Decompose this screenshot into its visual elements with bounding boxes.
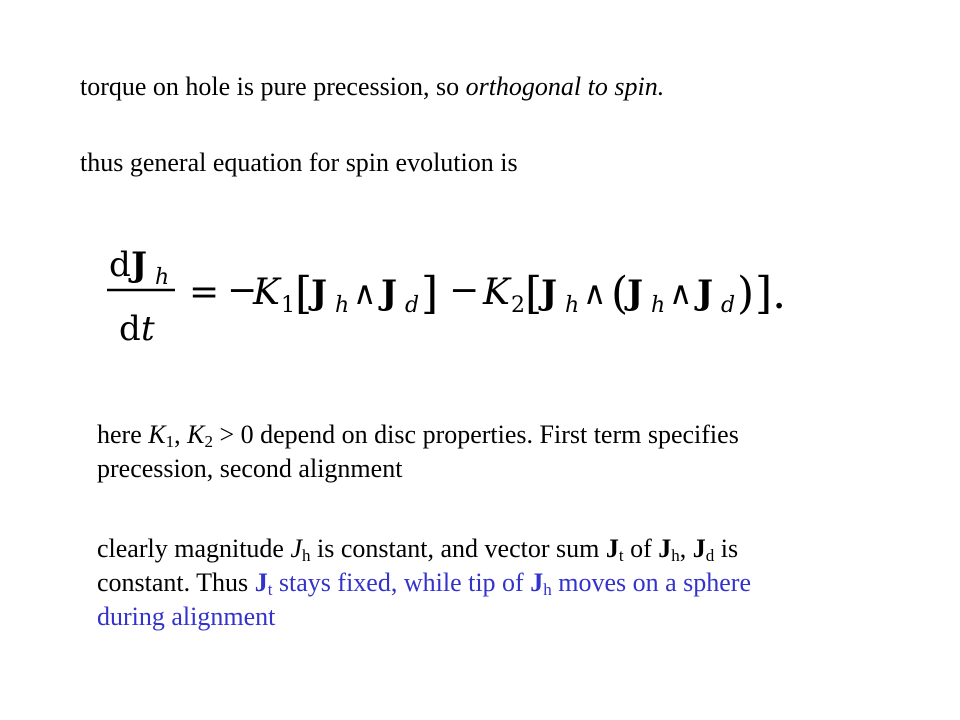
eq-bracket-open-1: [: [295, 268, 313, 319]
eq-K1: K: [253, 272, 280, 313]
p1-comma: ,: [174, 420, 188, 449]
spin-evolution-equation: [105, 232, 865, 348]
eq-K2-sub: 2: [511, 293, 525, 318]
eq-numerator-d: d: [109, 245, 131, 285]
eq-K1-sub: 1: [281, 293, 295, 318]
eq-J-d-2-sub: d: [721, 293, 736, 318]
spin-equation-intro: thus general equation for spin evolution is: [80, 148, 518, 177]
p2-J-sub: h: [302, 546, 311, 565]
p2-t5: constant. Thus: [97, 568, 255, 597]
p2-comma: ,: [679, 534, 693, 563]
p2-t8: during alignment: [97, 602, 276, 631]
p2-J: J: [290, 534, 303, 563]
p2-Jt: J: [605, 534, 619, 563]
p1-K1-sub: 1: [165, 432, 175, 451]
p2-Jt-2: J: [254, 568, 268, 597]
eq-J-h-3-sub: h: [651, 293, 666, 318]
eq-minus-2: −: [449, 270, 480, 311]
torque-text: torque on hole is pure precession, so: [80, 72, 466, 101]
eq-J-d-2: J: [697, 273, 714, 313]
eq-J-d-1: J: [381, 273, 398, 313]
eq-wedge-1: ∧: [353, 274, 377, 312]
p2-t3: of: [623, 534, 659, 563]
eq-paren-close: ): [737, 268, 755, 319]
p2-Jh-2: J: [530, 568, 544, 597]
p2-Jt-sub: t: [618, 546, 624, 565]
eq-wedge-2: ∧: [583, 274, 607, 312]
p1-line2: precession, second alignment: [97, 454, 403, 483]
p2-Jt-2-sub: t: [267, 580, 273, 599]
p2-t4: is: [714, 534, 739, 563]
p2-t1: clearly magnitude: [97, 534, 291, 563]
eq-numerator-sub: h: [155, 265, 170, 290]
eq-paren-open: (: [611, 268, 629, 319]
p1-K2-sub: 2: [204, 432, 213, 451]
alignment-paragraph: [97, 532, 917, 634]
p2-t2: is constant, and vector sum: [310, 534, 606, 563]
eq-minus-1: −: [227, 270, 258, 311]
constants-paragraph: [97, 418, 917, 486]
eq-bracket-close-2: ].: [755, 268, 787, 319]
p2-Jd: J: [692, 534, 706, 563]
eq-denominator-d: d: [119, 309, 141, 348]
p2-Jh-sub: h: [671, 546, 680, 565]
p2-t6: stays fixed, while tip of: [272, 568, 531, 597]
p2-Jh: J: [658, 534, 672, 563]
p1-K1: K: [148, 420, 166, 449]
p1-K2: K: [187, 420, 205, 449]
p1-here: here: [97, 420, 149, 449]
eq-J-d-1-sub: d: [405, 293, 420, 318]
eq-equals: =: [189, 272, 220, 313]
torque-statement: [80, 74, 664, 100]
eq-J-h-2-sub: h: [565, 293, 580, 318]
eq-numerator-J: J: [131, 245, 148, 285]
eq-denominator-t: t: [141, 309, 155, 348]
eq-J-h-2: J: [541, 273, 558, 313]
p2-t7: moves on a sphere: [551, 568, 751, 597]
eq-bracket-open-2: [: [525, 268, 543, 319]
p2-Jd-sub: d: [705, 546, 715, 565]
p1-rest: > 0 depend on disc properties. First term specifies: [212, 420, 739, 449]
eq-J-h-3: J: [627, 273, 644, 313]
p2-Jh-2-sub: h: [543, 580, 552, 599]
eq-wedge-3: ∧: [669, 274, 693, 312]
eq-J-h-1-sub: h: [335, 293, 350, 318]
eq-J-h-1: J: [311, 273, 328, 313]
eq-bracket-close-1: ]: [421, 268, 439, 319]
orthogonal-emphasis: orthogonal to spin.: [465, 72, 665, 101]
eq-K2: K: [483, 272, 510, 313]
